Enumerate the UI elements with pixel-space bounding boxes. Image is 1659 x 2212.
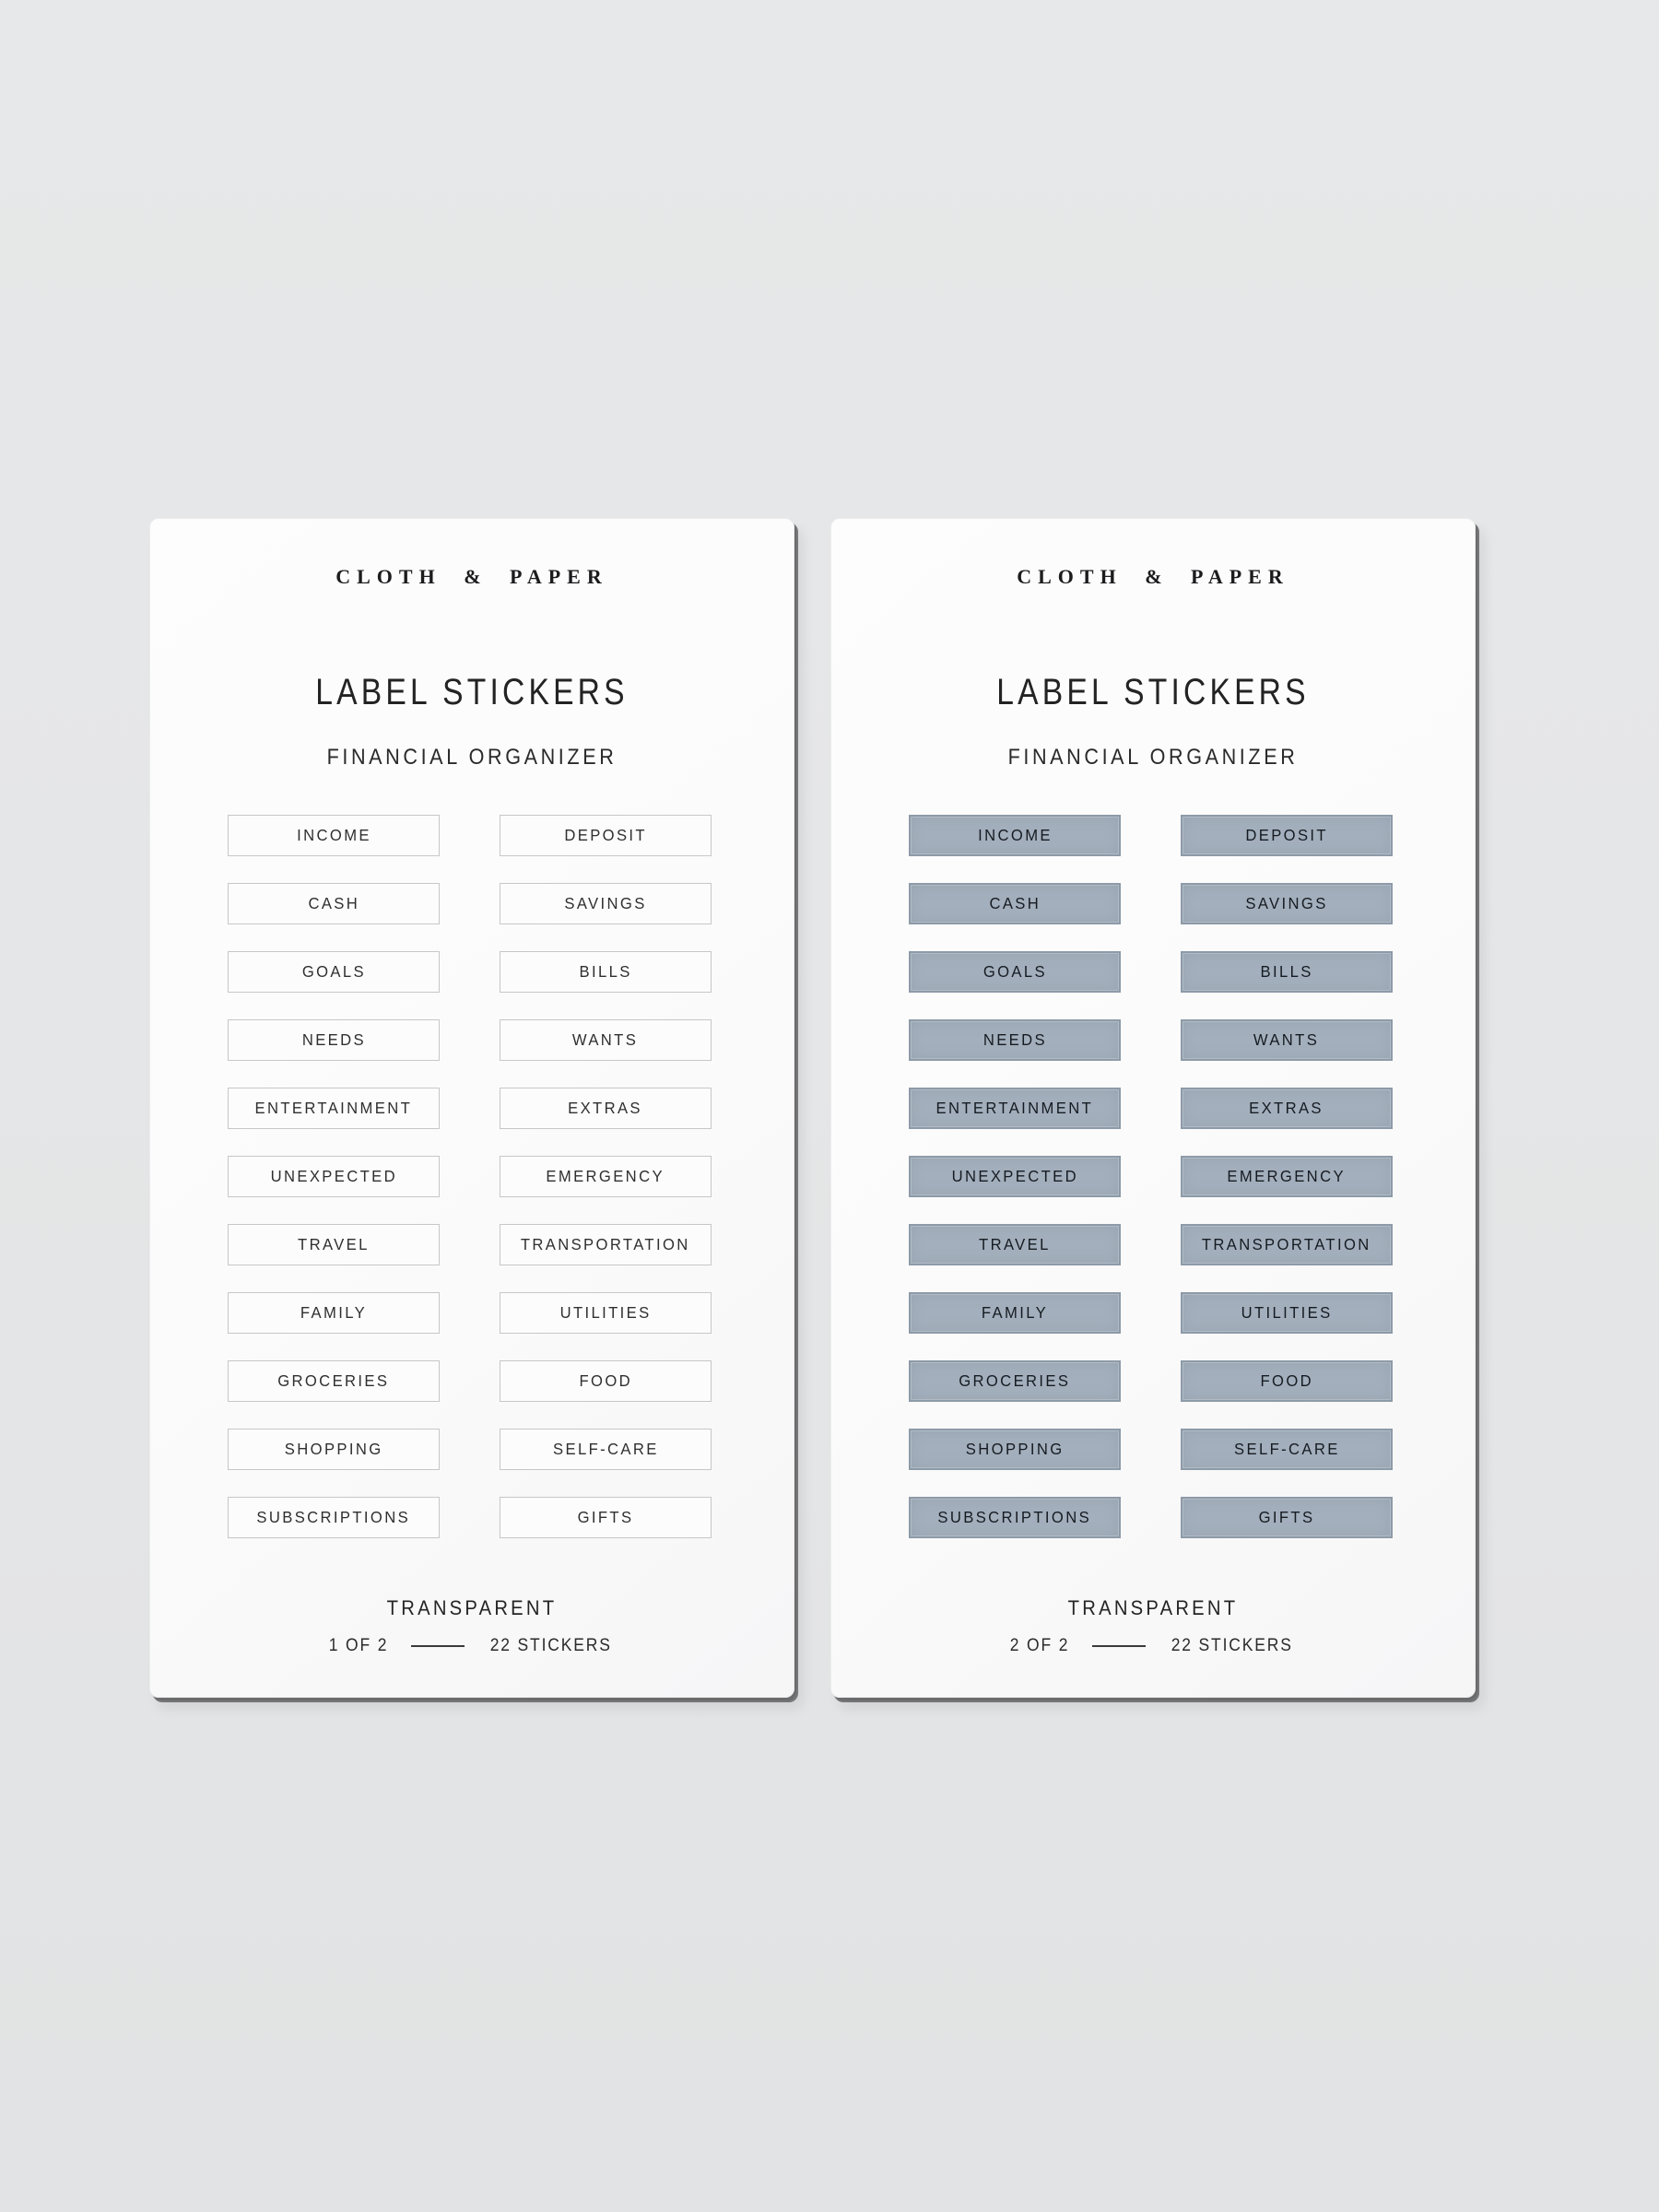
sticker-grid <box>909 815 1393 1538</box>
sticker-label: GOALS <box>301 962 366 981</box>
sticker-emergency <box>1181 1156 1393 1197</box>
sticker-label: BILLS <box>1260 962 1313 981</box>
divider-dash <box>1092 1645 1146 1647</box>
sticker-transportation <box>1181 1224 1393 1265</box>
sticker-shopping <box>909 1429 1121 1470</box>
sticker-gifts <box>1181 1497 1393 1538</box>
sticker-sheet-1 <box>149 518 794 1698</box>
sticker-savings <box>500 883 712 924</box>
sticker-deposit <box>1181 815 1393 856</box>
sticker-label: TRANSPORTATION <box>1202 1235 1371 1253</box>
sticker-label: UNEXPECTED <box>951 1167 1078 1185</box>
sticker-label: NEEDS <box>301 1030 366 1049</box>
sticker-label: EMERGENCY <box>546 1167 665 1185</box>
sticker-groceries <box>228 1360 440 1402</box>
sticker-wants <box>1181 1019 1393 1061</box>
sticker-label: GROCERIES <box>277 1371 390 1390</box>
sticker-label: INCOME <box>296 826 371 844</box>
sticker-label: SHOPPING <box>965 1440 1065 1458</box>
sticker-family <box>909 1292 1121 1334</box>
sticker-label: GOALS <box>982 962 1047 981</box>
sticker-label: ENTERTAINMENT <box>935 1099 1094 1117</box>
sticker-label: EXTRAS <box>1249 1099 1324 1117</box>
sticker-income <box>228 815 440 856</box>
brand-logo: CLOTH & PAPER <box>335 565 608 588</box>
sticker-label: GROCERIES <box>959 1371 1071 1390</box>
sticker-utilities <box>500 1292 712 1334</box>
sticker-label: FOOD <box>579 1371 632 1390</box>
sticker-label: ENTERTAINMENT <box>254 1099 413 1117</box>
sticker-label: GIFTS <box>577 1508 634 1526</box>
finish-label: TRANSPARENT <box>1067 1596 1239 1619</box>
sticker-label: CASH <box>308 894 359 912</box>
sheet-number: 1 OF 2 <box>329 1636 389 1655</box>
sticker-entertainment <box>909 1088 1121 1129</box>
sticker-emergency <box>500 1156 712 1197</box>
sticker-wants <box>500 1019 712 1061</box>
sheet-number: 2 OF 2 <box>1010 1636 1070 1655</box>
sticker-food <box>1181 1360 1393 1402</box>
sticker-food <box>500 1360 712 1402</box>
sticker-label: SUBSCRIPTIONS <box>256 1508 411 1526</box>
sticker-label: SAVINGS <box>1245 894 1328 912</box>
sheet-subtitle: FINANCIAL ORGANIZER <box>1007 745 1299 770</box>
sticker-label: SAVINGS <box>564 894 647 912</box>
brand-logo: CLOTH & PAPER <box>1017 565 1289 588</box>
sticker-label: DEPOSIT <box>564 826 647 844</box>
sticker-count: 22 STICKERS <box>490 1636 613 1655</box>
sticker-bills <box>500 951 712 993</box>
sticker-needs <box>909 1019 1121 1061</box>
sticker-shopping <box>228 1429 440 1470</box>
sticker-unexpected <box>909 1156 1121 1197</box>
sticker-transportation <box>500 1224 712 1265</box>
sticker-utilities <box>1181 1292 1393 1334</box>
sticker-income <box>909 815 1121 856</box>
sticker-label: UTILITIES <box>1241 1303 1333 1322</box>
sticker-extras <box>1181 1088 1393 1129</box>
sticker-groceries <box>909 1360 1121 1402</box>
sticker-self-care <box>1181 1429 1393 1470</box>
sticker-bills <box>1181 951 1393 993</box>
sticker-label: SUBSCRIPTIONS <box>937 1508 1092 1526</box>
sticker-subscriptions <box>909 1497 1121 1538</box>
sheet-meta <box>150 1636 794 1656</box>
sticker-travel <box>909 1224 1121 1265</box>
sticker-gifts <box>500 1497 712 1538</box>
sticker-label: UTILITIES <box>559 1303 652 1322</box>
sheet-subtitle: FINANCIAL ORGANIZER <box>326 745 618 770</box>
sticker-subscriptions <box>228 1497 440 1538</box>
sticker-label: FAMILY <box>300 1303 368 1322</box>
sticker-cash <box>909 883 1121 924</box>
sticker-label: DEPOSIT <box>1245 826 1328 844</box>
sticker-label: WANTS <box>1253 1030 1320 1049</box>
sticker-label: EXTRAS <box>568 1099 643 1117</box>
sticker-label: TRAVEL <box>979 1235 1051 1253</box>
sticker-label: NEEDS <box>982 1030 1047 1049</box>
sticker-grid <box>228 815 712 1538</box>
sticker-deposit <box>500 815 712 856</box>
sticker-label: TRAVEL <box>298 1235 370 1253</box>
sticker-needs <box>228 1019 440 1061</box>
sticker-label: WANTS <box>572 1030 639 1049</box>
sticker-savings <box>1181 883 1393 924</box>
sheet-title: LABEL STICKERS <box>996 672 1310 712</box>
sticker-label: SHOPPING <box>284 1440 383 1458</box>
sticker-self-care <box>500 1429 712 1470</box>
sticker-label: INCOME <box>977 826 1053 844</box>
divider-dash <box>411 1645 465 1647</box>
sticker-label: BILLS <box>579 962 632 981</box>
sheet-meta <box>831 1636 1475 1656</box>
finish-label: TRANSPARENT <box>386 1596 558 1619</box>
sticker-family <box>228 1292 440 1334</box>
sticker-sheet-2 <box>830 518 1476 1698</box>
sticker-cash <box>228 883 440 924</box>
sticker-goals <box>909 951 1121 993</box>
sticker-label: SELF-CARE <box>552 1440 659 1458</box>
sticker-label: FOOD <box>1260 1371 1313 1390</box>
sticker-label: CASH <box>989 894 1041 912</box>
sticker-entertainment <box>228 1088 440 1129</box>
sticker-travel <box>228 1224 440 1265</box>
sticker-count: 22 STICKERS <box>1171 1636 1294 1655</box>
sticker-goals <box>228 951 440 993</box>
sticker-label: FAMILY <box>981 1303 1049 1322</box>
sticker-label: UNEXPECTED <box>270 1167 397 1185</box>
sticker-label: EMERGENCY <box>1227 1167 1347 1185</box>
sticker-label: GIFTS <box>1258 1508 1315 1526</box>
sheet-title: LABEL STICKERS <box>315 672 629 712</box>
sticker-label: SELF-CARE <box>1233 1440 1340 1458</box>
sticker-unexpected <box>228 1156 440 1197</box>
sticker-label: TRANSPORTATION <box>521 1235 690 1253</box>
sticker-extras <box>500 1088 712 1129</box>
